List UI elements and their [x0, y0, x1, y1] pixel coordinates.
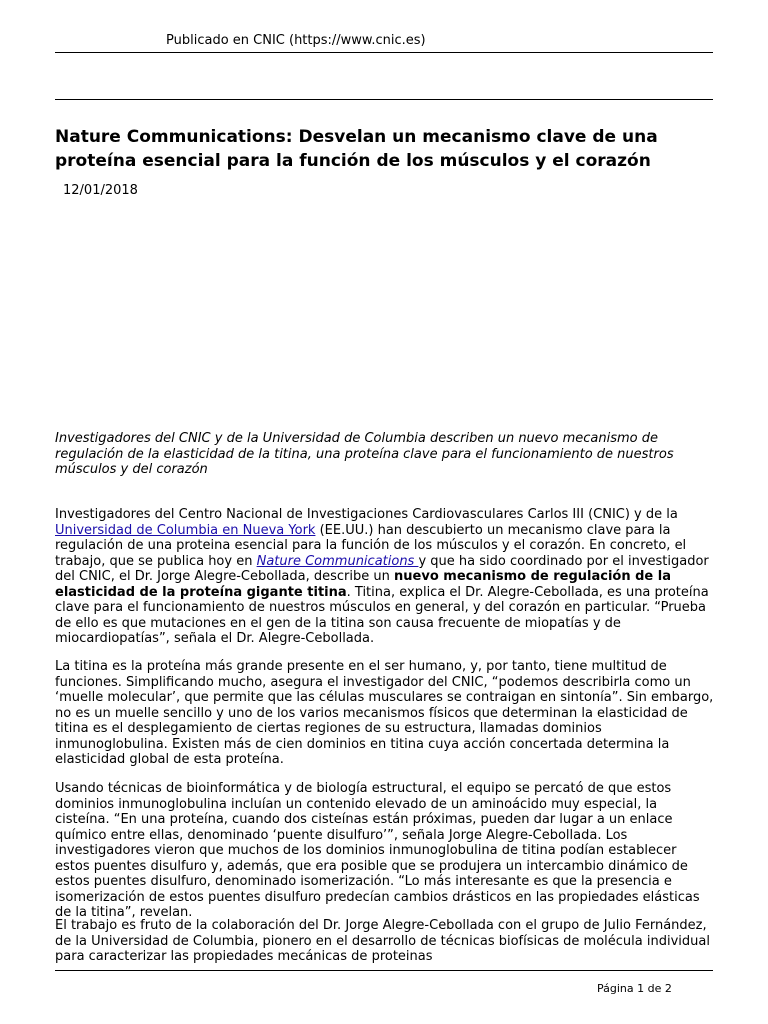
body-paragraph-1 — [55, 507, 715, 647]
nature-communications-link[interactable]: Nature Communications — [256, 553, 419, 569]
page-number: Página 1 de 2 — [597, 982, 672, 995]
footer-divider — [55, 970, 713, 971]
header-divider — [55, 52, 713, 53]
paragraph-text: . Titina, explica el Dr. Alegre-Cebollada, es una proteína clave para el funcionamiento de nuestros músculos en general, y del corazón en particular. “Prueba de ello es que mutaciones en el gen de la titina son causa frecuente de miopatías y de miocardiopatías”, señala el Dr. Alegre-Cebollada. — [55, 584, 709, 646]
article-title: Nature Communications: Desvelan un mecanismo clave de una proteína esencial para la función de los músculos y el corazón — [55, 127, 658, 171]
paragraph-text: (EE.UU.) han descubierto un mecanismo clave para la regulación de una proteina esencial para la función de los músculos y el corazón. En concreto, el trabajo, que se publica hoy en — [55, 522, 687, 569]
body-paragraph-4: El trabajo es fruto de la colaboración del Dr. Jorge Alegre-Cebollada con el grupo de Julio Fernández, de la Universidad de Columbia, pionero en el desarrollo de técnicas biofísicas de molécula individual para caracterizar las propiedades mecánicas de proteinas — [55, 918, 710, 964]
publication-date: 12/01/2018 — [63, 183, 138, 198]
body-paragraph-2: La titina es la proteína más grande presente en el ser humano, y, por tanto, tiene multitud de funciones. Simplificando mucho, asegura el investigador del CNIC, “podemos describirla como un ‘muelle molecular’, que permite que las células musculares se contraigan en sintonía”. Sin embargo, no es un muelle sencillo y uno de los varios mecanismos físicos que determinan la elasticidad de titina es el desplegamiento de ciertas regiones de su estructura, llamadas dominios inmunoglobulina. Existen más de cien dominios en titina cuya acción concertada determina la elasticidad global de esta proteína. — [55, 659, 714, 767]
published-source-header: Publicado en CNIC (https://www.cnic.es) — [166, 33, 426, 48]
paragraph-text: y que ha sido coordinado por el investigador del CNIC, el Dr. Jorge Alegre-Cebollada, describe un — [55, 553, 709, 584]
columbia-university-link[interactable]: Universidad de Columbia en Nueva York — [55, 522, 316, 538]
highlighted-finding: nuevo mecanismo de regulación de la elasticidad de la proteína gigante titina — [55, 569, 671, 600]
paragraph-text: Investigadores del Centro Nacional de Investigaciones Cardiovasculares Carlos III (CNIC) y de la — [55, 507, 678, 522]
article-lead: Investigadores del CNIC y de la Universidad de Columbia describen un nuevo mecanismo de regulación de la elasticidad de la titina, una proteína clave para el funcionamiento de nuestros músculos y del corazón — [55, 431, 674, 477]
body-paragraph-3: Usando técnicas de bioinformática y de biología estructural, el equipo se percató de que estos dominios inmunoglobulina incluían un contenido elevado de un aminoácido muy especial, la cisteína. “En una proteína, cuando dos cisteínas están próximas, pueden dar lugar a un enlace químico entre ellas, denominado ‘puente disulfuro’”, señala Jorge Alegre-Cebollada. Los investigadores vieron que muchos de los dominios inmunoglobulina de titina podían establecer estos puentes disulfuro y, además, que era posible que se produjera un intercambio dinámico de estos puentes disulfuro, denominado isomerización. “Lo más interesante es que la presencia e isomerización de estos puentes disulfuro predecían cambios drásticos en las propiedades elásticas de la titina”, revelan. — [55, 781, 700, 920]
title-divider — [55, 99, 713, 100]
